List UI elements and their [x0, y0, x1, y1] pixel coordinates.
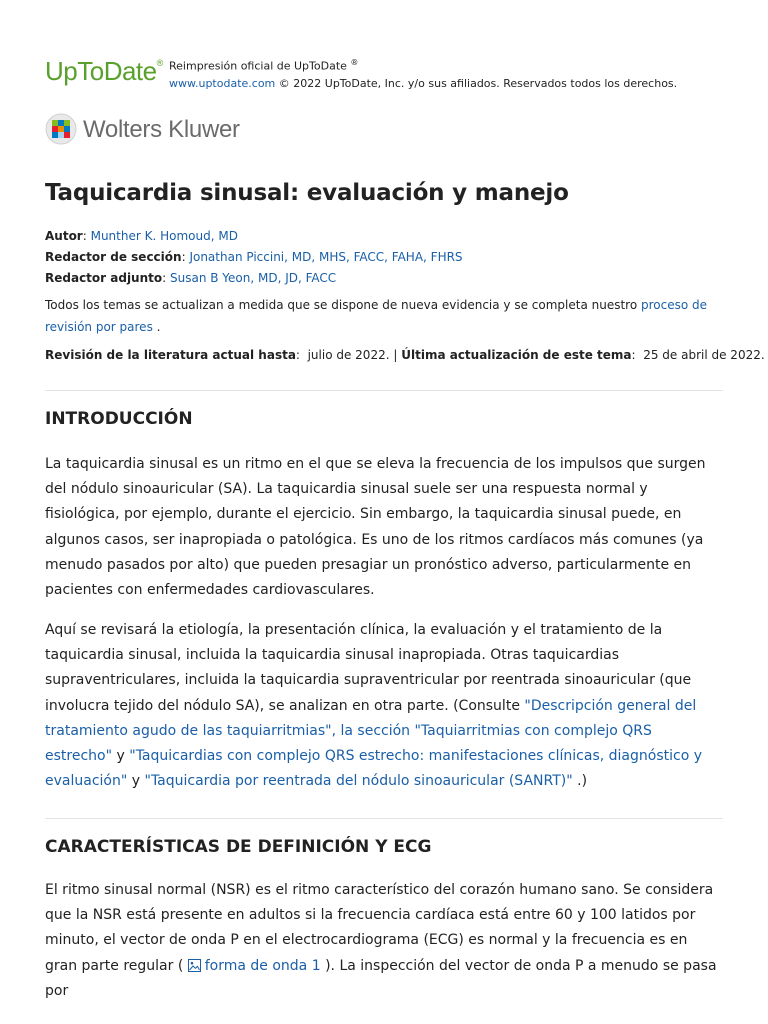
publisher-logo [45, 113, 305, 147]
intro-paragraph-2: Aquí se revisará la etiología, la presentación clínica, la evaluación y el tratamiento de la taquicardia sinusal, incluida la taquicardia sinusal inapropiada. Otras taquicardias supraventriculares, incluida la taquicardia supraventricular por reentrada sinoauricular (que involucra tejido del nódulo SA), se analizan en otra parte. (Consulte "Descripción general del tratamiento agudo de las taquiarritmias", la sección "Taquiarritmias con complejo QRS estrecho" y "Taquicardias con complejo QRS estrecho: manifestaciones clínicas, diagnóstico y evaluación" y "Taquicardia por reentrada del nódulo sinoauricular (SANRT)" .) [45, 622, 702, 790]
ecg-paragraph-1: El ritmo sinusal normal (NSR) es el ritmo característico del corazón humano sano. Se considera que la NSR está presente en adultos si la frecuencia cardíaca está entre 60 y 100 latidos por minuto, el vector de onda P en el electrocardiograma (ECG) es normal y la frecuencia es en gran parte regular ( forma de onda 1 ). La inspección del vector de onda P a menudo se pasa por [45, 882, 717, 999]
link-taquicardias-qrs-estrecho[interactable]: "Taquicardias con complejo QRS estrecho: manifestaciones clínicas, diagnóstico y evaluación" [45, 748, 702, 790]
peer-review-link[interactable]: proceso de revisión por pares [45, 298, 708, 334]
link-forma-de-onda-1[interactable]: forma de onda 1 [188, 958, 321, 974]
intro-paragraph-1: La taquicardia sinusal es un ritmo en el que se eleva la frecuencia de los impulsos que surgen del nódulo sinoauricular (SA). La taquicardia sinusal suele ser una respuesta normal y fisiológica, por ejemplo, durante el ejercicio. Sin embargo, la taquicardia sinusal puede, en algunos casos, ser inapropiada o patológica. Es uno de los ritmos cardíacos más comunes (ya menudo pasados por alto) que pueden presagiar un pronóstico adverso, particularmente en pacientes con enfermedades cardiovasculares. [45, 456, 706, 599]
uptodate-logo[interactable]: UpToDate® [45, 56, 163, 86]
link-tratamiento-agudo-taquiarritmias[interactable]: "Descripción general del tratamiento agudo de las taquiarritmias", la sección "Taquiarritmias con complejo QRS estrecho" [45, 697, 697, 765]
wolters-kluwer-logo-icon [45, 113, 77, 145]
uptodate-site-link[interactable]: www.uptodate.com [169, 76, 276, 90]
section-divider [45, 818, 723, 819]
section-divider [45, 390, 723, 391]
author-link[interactable]: Munther K. Homoud, MD [90, 229, 238, 243]
section-editor-link[interactable]: Jonathan Piccini, MD, MHS, FACC, FAHA, FHRS [189, 250, 463, 264]
author-row: Autor: Munther K. Homoud, MD [45, 229, 238, 243]
reprint-notice: Reimpresión oficial de UpToDate ® www.uptodate.com © 2022 UpToDate, Inc. y/o sus afiliados. Reservados todos los derechos. [169, 58, 678, 90]
reprint-header [45, 52, 735, 92]
section-heading-caracteristicas-ecg: CARACTERÍSTICAS DE DEFINICIÓN Y ECG [45, 837, 432, 857]
section-editor-row: Redactor de sección: Jonathan Piccini, MD, MHS, FACC, FAHA, FHRS [45, 250, 463, 264]
review-dates: Revisión de la literatura actual hasta: julio de 2022. | Última actualización de este tema: 25 de abril de 2022. [45, 348, 765, 362]
deputy-editor-link[interactable]: Susan B Yeon, MD, JD, FACC [169, 271, 337, 285]
article-contributors [45, 226, 735, 289]
section-heading-introduccion: INTRODUCCIÓN [45, 409, 193, 429]
update-notice: Todos los temas se actualizan a medida que se dispone de nueva evidencia y se completa nuestro proceso de revisión por pares . [45, 298, 708, 334]
image-icon [188, 959, 201, 972]
publisher-name: Wolters Kluwer [83, 116, 240, 143]
deputy-editor-row: Redactor adjunto: Susan B Yeon, MD, JD, FACC [45, 271, 337, 285]
link-sanrt[interactable]: "Taquicardia por reentrada del nódulo sinoauricular (SANRT)" [144, 773, 573, 790]
page-title: Taquicardia sinusal: evaluación y manejo [45, 180, 569, 206]
